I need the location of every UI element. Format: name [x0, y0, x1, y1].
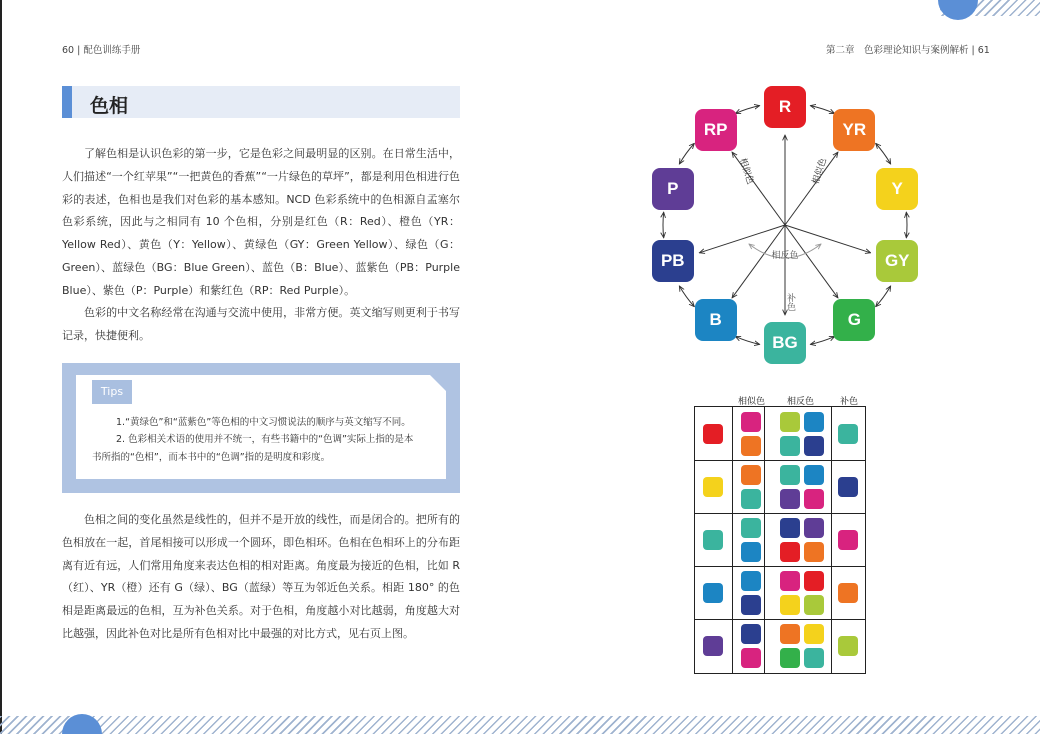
- hue-chip-y: Y: [876, 168, 918, 210]
- similar-swatch: [741, 518, 761, 538]
- base-swatch: [703, 583, 723, 603]
- left-running-head: 60 | 配色训练手册: [62, 45, 141, 56]
- contrast-swatch: [780, 571, 800, 591]
- hue-chip-yr: YR: [833, 109, 875, 151]
- table-divider: [764, 407, 765, 673]
- section-heading: 色相: [90, 95, 129, 117]
- bottom-hatch-decoration: [0, 716, 1040, 734]
- table-divider: [831, 407, 832, 673]
- contrast-swatch: [780, 595, 800, 615]
- paragraph-hue-circle: 色相之间的变化虽然是线性的，但并不是开放的线性，而是闭合的。把所有的色相放在一起，首尾相接可以形成一个圆环，即色相环。色相在色相环上的分布距离有近有远，人们常用角度来表达色相的相对距离。角度最为接近的色相，比如 R（红）、YR（橙）还有 G（绿）、BG（蓝绿）等互为邻近色关系。相距 180° 的色相是距离最远的色相，互为补色关系。对于色相，角度越小对比越弱，角度越大对比越强，因此补色对比是所有色相对比中最强的对比方式，见右页上图。: [62, 513, 460, 640]
- similar-swatch: [741, 489, 761, 509]
- neighbor-arc: [876, 286, 891, 307]
- top-circle-decoration: [938, 0, 978, 20]
- page-edge: [0, 0, 2, 734]
- table-header-complement: 补色: [840, 397, 859, 407]
- contrast-swatch: [780, 489, 800, 509]
- hue-chip-g: G: [833, 299, 875, 341]
- base-swatch: [703, 530, 723, 550]
- table-divider: [695, 619, 865, 620]
- tips-line-3: 书所指的“色相”，而本书中的“色调”指的是明度和彩度。: [92, 452, 331, 463]
- contrast-swatch: [804, 518, 824, 538]
- spoke-yr: [785, 152, 838, 225]
- similar-swatch: [741, 542, 761, 562]
- section-heading-accent: [62, 86, 72, 118]
- table-divider: [695, 513, 865, 514]
- similar-swatch: [741, 595, 761, 615]
- table-header-similar: 相似色: [738, 397, 766, 407]
- contrast-swatch: [780, 542, 800, 562]
- similar-swatch: [741, 648, 761, 668]
- complement-label: 补色: [785, 293, 795, 311]
- similar-swatch: [741, 571, 761, 591]
- spoke-g: [785, 225, 838, 298]
- contrast-swatch: [804, 542, 824, 562]
- neighbor-arc: [679, 143, 694, 164]
- contrast-swatch: [804, 624, 824, 644]
- table-divider: [695, 460, 865, 461]
- tips-tag: Tips: [92, 380, 132, 404]
- complement-swatch: [838, 477, 858, 497]
- complement-swatch: [838, 636, 858, 656]
- spoke-b: [732, 225, 785, 298]
- contrast-swatch: [804, 489, 824, 509]
- right-running-head: 第二章 色彩理论知识与案例解析 | 61: [826, 45, 990, 56]
- hue-chip-b: B: [695, 299, 737, 341]
- similar-swatch: [741, 436, 761, 456]
- contrast-swatch: [804, 412, 824, 432]
- table-header-contrast: 相反色: [787, 397, 815, 407]
- neighbor-arc: [663, 212, 664, 238]
- contrast-swatch: [780, 436, 800, 456]
- contrast-swatch: [780, 412, 800, 432]
- hue-chip-bg: BG: [764, 322, 806, 364]
- similar-swatch: [741, 465, 761, 485]
- complement-swatch: [838, 424, 858, 444]
- neighbor-arc: [679, 286, 694, 307]
- tips-line-2: 2. 色彩相关术语的使用并不统一，有些书籍中的“色调”实际上指的是本: [116, 434, 414, 445]
- neighbor-arc: [810, 336, 834, 344]
- contrast-swatch: [804, 595, 824, 615]
- complement-swatch: [838, 530, 858, 550]
- base-swatch: [703, 636, 723, 656]
- contrast-swatch: [780, 465, 800, 485]
- tips-line-1: 1.“黄绿色”和“蓝紫色”等色相的中文习惯说法的顺序与英文缩写不同。: [116, 417, 411, 428]
- hue-chip-pb: PB: [652, 240, 694, 282]
- table-divider: [732, 407, 733, 673]
- contrast-swatch: [780, 648, 800, 668]
- base-swatch: [703, 424, 723, 444]
- hue-chip-r: R: [764, 86, 806, 128]
- similar-label-left: 相似色: [736, 156, 755, 186]
- neighbor-arc: [876, 143, 891, 164]
- contrast-swatch: [804, 648, 824, 668]
- hue-chip-p: P: [652, 168, 694, 210]
- similar-swatch: [741, 624, 761, 644]
- neighbor-arc: [810, 106, 834, 114]
- hue-wheel: [640, 80, 930, 370]
- similar-label-right: 相似色: [811, 156, 830, 186]
- contrast-label: 相反色: [771, 251, 799, 261]
- neighbor-arc: [735, 336, 759, 344]
- similar-swatch: [741, 412, 761, 432]
- spoke-pb: [699, 225, 785, 253]
- contrast-swatch: [804, 465, 824, 485]
- contrast-swatch: [804, 436, 824, 456]
- base-swatch: [703, 477, 723, 497]
- paragraph-hue-intro: 了解色相是认识色彩的第一步，它是色彩之间最明显的区别。在日常生活中，人们描述“一个红苹果”“一把黄色的香蕉”“一片绿色的草坪”，都是利用色相进行色彩的表述，色相也是我们对色彩的基本感知。NCD 色彩系统中的色相源自孟塞尔色彩系统，因此与之相同有 10 个色相，分别是红色（R：Red）、橙色（YR：Yellow Red）、黄色（Y：Yellow）、黄绿色（GY：Green Yellow）、绿色（G：Green）、蓝绿色（BG：Blue Green）、蓝色（B：Blue）、蓝紫色（PB：Purple Blue）、紫色（P：Purple）和紫红色（RP：Red Purple）。: [62, 147, 460, 297]
- spoke-gy: [785, 225, 871, 253]
- hue-chip-gy: GY: [876, 240, 918, 282]
- paragraph-hue-names: 色彩的中文名称经常在沟通与交流中使用，非常方便。英文缩写则更利于书写记录，快捷便利。: [62, 306, 460, 342]
- color-relation-table: [694, 406, 866, 674]
- complement-swatch: [838, 583, 858, 603]
- contrast-swatch: [804, 571, 824, 591]
- contrast-swatch: [780, 624, 800, 644]
- neighbor-arc: [735, 106, 759, 114]
- contrast-swatch: [780, 518, 800, 538]
- neighbor-arc: [906, 212, 907, 238]
- hue-chip-rp: RP: [695, 109, 737, 151]
- table-divider: [695, 566, 865, 567]
